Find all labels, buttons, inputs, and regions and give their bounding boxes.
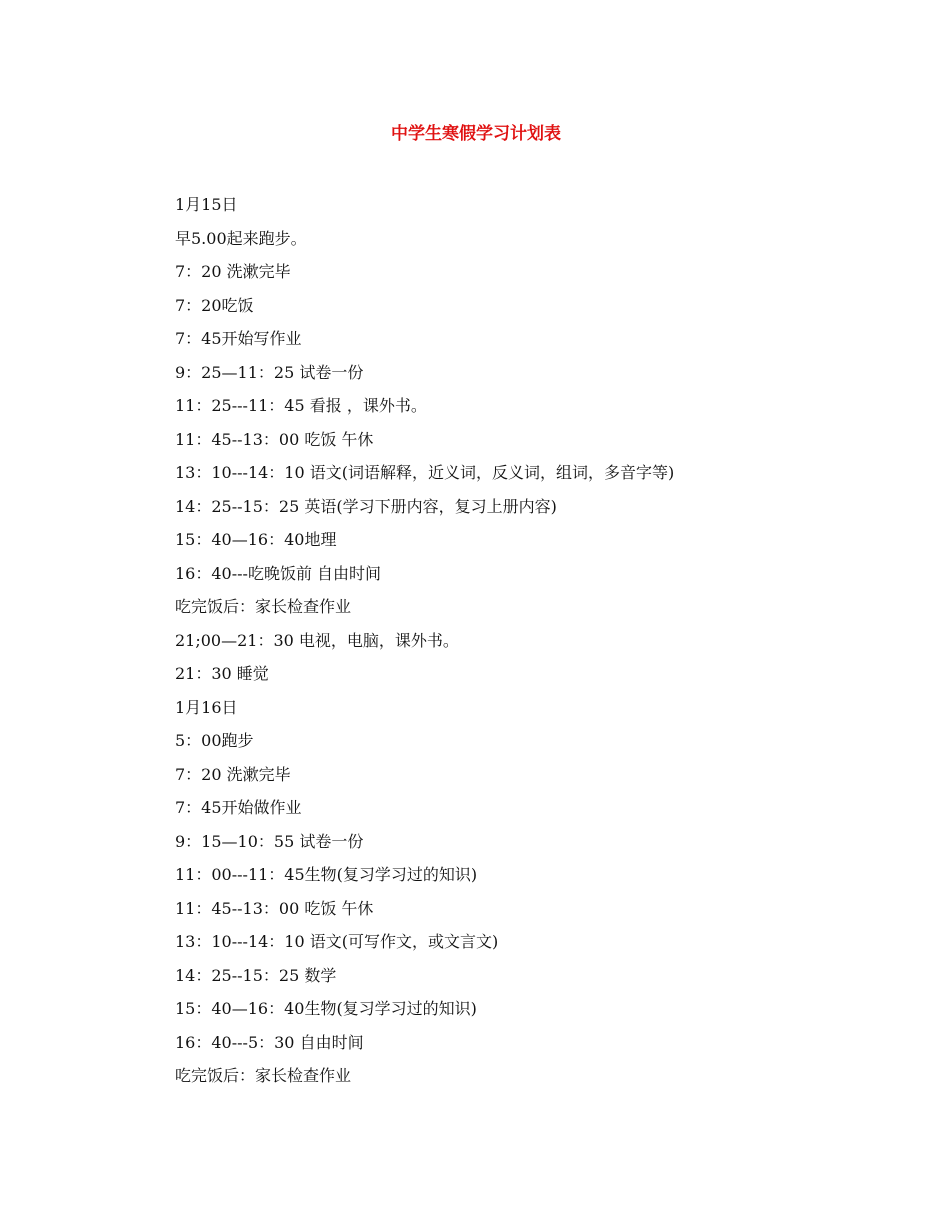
schedule-line: 1月15日 (175, 195, 238, 214)
schedule-line: 1月16日 (175, 697, 238, 717)
schedule-line: 16：40---5：30 自由时间 (175, 1032, 364, 1052)
schedule-line: 9：25—11：25 试卷一份 (175, 362, 364, 382)
schedule-line: 11：45--13：00 吃饭 午休 (175, 898, 374, 918)
schedule-line: 11：00---11：45生物(复习学习过的知识) (175, 865, 478, 884)
schedule-line: 5：00跑步 (175, 731, 254, 750)
schedule-line: 13：10---14：10 语文(词语解释，近义词，反义词，组词，多音字等) (175, 463, 675, 482)
schedule-line: 9：15—10：55 试卷一份 (175, 831, 364, 851)
schedule-line: 13：10---14：10 语文(可写作文，或文言文) (175, 932, 499, 951)
schedule-line: 7：20 洗漱完毕 (175, 764, 291, 784)
schedule-list (175, 193, 915, 1098)
schedule-line: 7：45开始写作业 (175, 329, 302, 348)
document-title: 中学生寒假学习计划表 (391, 124, 561, 144)
schedule-line: 21;00—21：30 电视，电脑，课外书。 (175, 630, 459, 650)
schedule-line: 16：40---吃晚饭前 自由时间 (175, 563, 382, 583)
schedule-line: 14：25--15：25 英语(学习下册内容，复习上册内容) (175, 496, 557, 516)
schedule-line: 15：40—16：40地理 (175, 530, 337, 549)
schedule-line: 7：45开始做作业 (175, 798, 302, 817)
schedule-line: 21：30 睡觉 (175, 664, 269, 683)
schedule-line: 吃完饭后：家长检查作业 (175, 1066, 352, 1085)
schedule-line: 11：45--13：00 吃饭 午休 (175, 429, 374, 449)
schedule-line: 吃完饭后：家长检查作业 (175, 597, 352, 616)
schedule-line: 7：20 洗漱完毕 (175, 262, 291, 281)
schedule-line: 15：40—16：40生物(复习学习过的知识) (175, 999, 477, 1018)
schedule-line: 7：20吃饭 (175, 295, 254, 315)
schedule-line: 早5.00起来跑步。 (175, 228, 307, 248)
schedule-line: 11：25---11：45 看报 ，课外书。 (175, 396, 427, 415)
schedule-line: 14：25--15：25 数学 (175, 965, 337, 985)
